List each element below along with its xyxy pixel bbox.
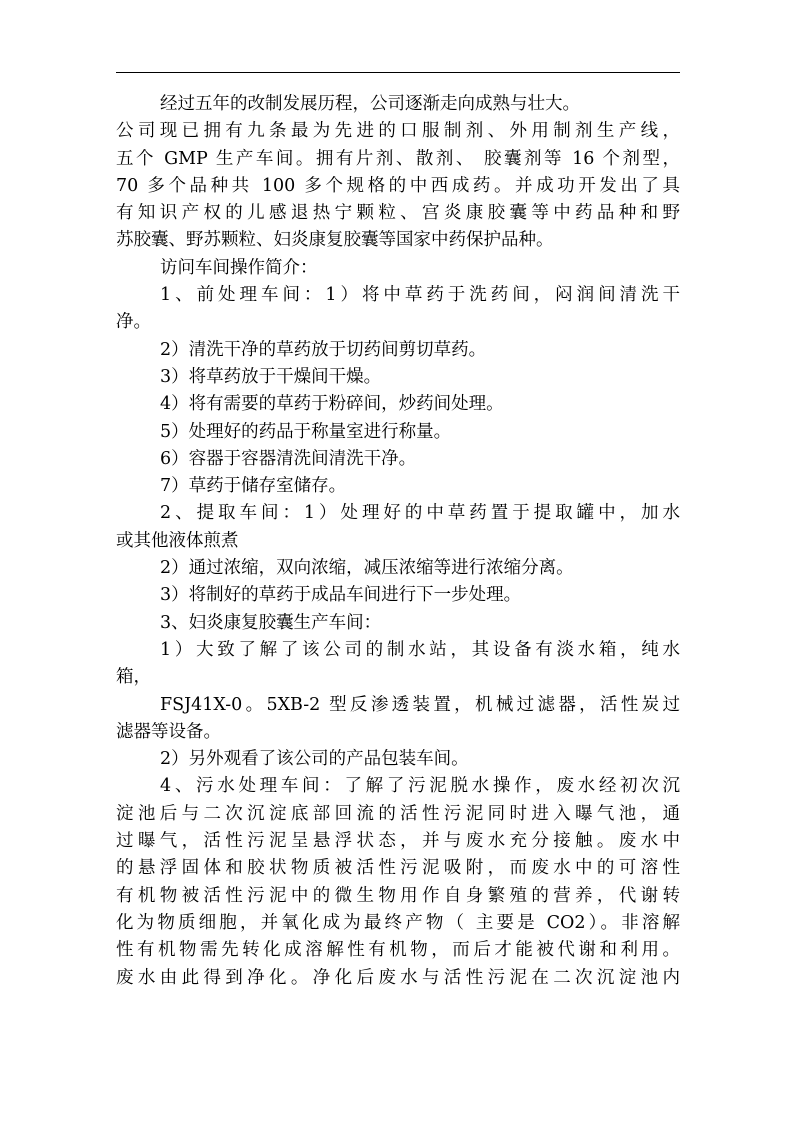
text-line: 或其他液体煎煮 [116, 530, 239, 551]
text-line: 淀池后与二次沉淀底部回流的活性污泥同时进入曝气池，通 [116, 803, 680, 824]
section-heading: 访问车间操作简介： [160, 257, 318, 278]
text-line: 有机物被活性污泥中的微生物用作自身繁殖的营养，代谢转 [116, 885, 680, 906]
text-line: 经过五年的改制发展历程，公司逐渐走向成熟与壮大。 [160, 94, 580, 114]
text-line: 2）另外观看了该公司的产品包装车间。 [160, 749, 469, 770]
text-line: 五个 GMP 生产车间。拥有片剂、散剂、 胶囊剂等 16 个剂型， [116, 148, 680, 169]
text-line: 3）将草药放于干燥间干燥。 [160, 366, 382, 387]
header-rule [116, 72, 680, 73]
document-body [116, 91, 680, 992]
text-line: 5）处理好的药品于称量室进行称量。 [160, 421, 452, 442]
text-line: 1）大致了解了该公司的制水站，其设备有淡水箱，纯水 [160, 639, 680, 660]
text-line: 1、前处理车间：1）将中草药于洗药间，闷润间清洗干 [160, 285, 680, 306]
text-line: 7）草药于储存室储存。 [160, 476, 347, 497]
text-line: 有知识产权的儿感退热宁颗粒、宫炎康胶囊等中药品种和野 [116, 203, 680, 224]
text-line: 公司现已拥有九条最为先进的口服制剂、外用制剂生产线， [116, 121, 680, 142]
text-line: 化为物质细胞，并氧化成为最终产物（ 主要是 CO2）。非溶解 [116, 912, 680, 933]
text-line: 4、污水处理车间：了解了污泥脱水操作，废水经初次沉 [160, 776, 680, 797]
text-line: 6）容器于容器清洗间清洗干净。 [160, 448, 417, 469]
text-line: 滤器等设备。 [116, 721, 221, 742]
text-line: 性有机物需先转化成溶解性有机物，而后才能被代谢和利用。 [116, 940, 680, 961]
text-line: FSJ41X-0。5XB-2 型反渗透装置，机械过滤器，活性炭过 [160, 694, 680, 715]
text-line: 4）将有需要的草药于粉碎间，炒药间处理。 [160, 394, 504, 415]
text-line: 2）通过浓缩，双向浓缩，减压浓缩等进行浓缩分离。 [160, 558, 574, 579]
text-line: 的悬浮固体和胶状物质被活性污泥吸附，而废水中的可溶性 [116, 858, 680, 879]
text-line: 净。 [116, 312, 151, 333]
text-line: 苏胶囊、野苏颗粒、妇炎康复胶囊等国家中药保护品种。 [116, 230, 554, 251]
text-line: 3、妇炎康复胶囊生产车间： [160, 612, 382, 633]
text-line: 箱， [116, 667, 151, 688]
text-line: 3）将制好的草药于成品车间进行下一步处理。 [160, 585, 522, 606]
text-line: 2、提取车间：1）处理好的中草药置于提取罐中，加水 [160, 503, 680, 524]
text-line: 过曝气，活性污泥呈悬浮状态，并与废水充分接触。废水中 [116, 831, 680, 852]
text-line: 废水由此得到净化。净化后废水与活性污泥在二次沉淀池内 [116, 967, 680, 988]
text-line: 70 多个品种共 100 多个规格的中西成药。并成功开发出了具 [116, 175, 680, 196]
text-line: 2）清洗干净的草药放于切药间剪切草药。 [160, 339, 487, 360]
